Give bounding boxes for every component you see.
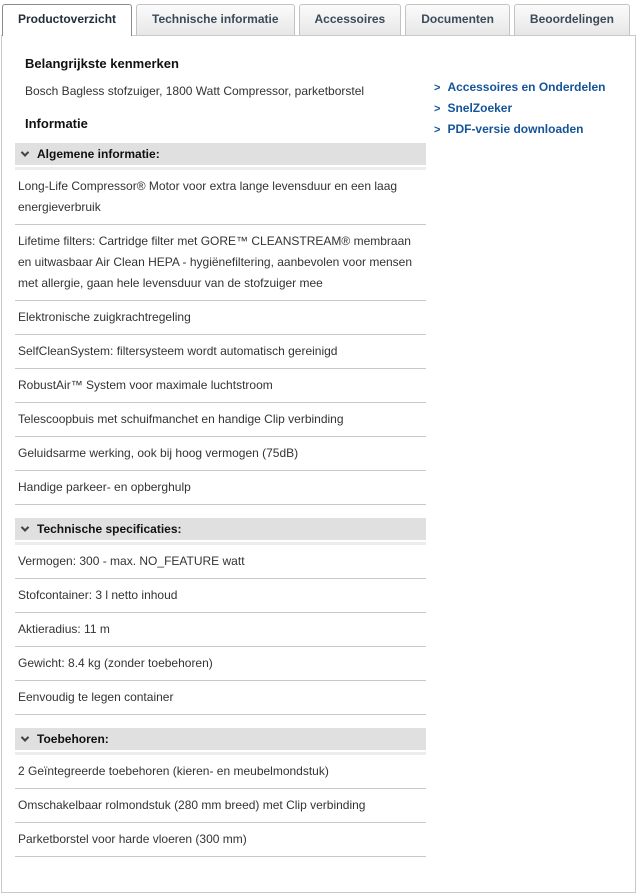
tab-documenten[interactable]: Documenten: [405, 4, 510, 35]
chevron-right-icon: >: [434, 124, 441, 136]
link-snelzoeker[interactable]: [434, 101, 606, 115]
section-algemene-informatie: [15, 143, 426, 505]
section-technische-specificaties: [15, 518, 426, 715]
tab-productoverzicht[interactable]: Productoverzicht: [2, 4, 132, 36]
list-item: Aktieradius: 11 m: [15, 613, 426, 647]
section-header-toebehoren[interactable]: [15, 728, 426, 750]
list-item: Elektronische zuigkrachtregeling: [15, 301, 426, 335]
product-description: Bosch Bagless stofzuiger, 1800 Watt Compressor, parketborstel: [25, 84, 365, 98]
tab-bar: [0, 0, 637, 35]
list-item: Long-Life Compressor® Motor voor extra lange levensduur en een laag energieverbruik: [15, 170, 426, 225]
tab-beoordelingen[interactable]: Beoordelingen: [514, 4, 630, 35]
chevron-down-icon: [21, 733, 29, 741]
spec-list: [15, 545, 426, 715]
list-item: Gewicht: 8.4 kg (zonder toebehoren): [15, 647, 426, 681]
list-item: Parketborstel voor harde vloeren (300 mm): [15, 823, 426, 857]
list-item: SelfCleanSystem: filtersysteem wordt automatisch gereinigd: [15, 335, 426, 369]
list-item: Geluidsarme werking, ook bij hoog vermogen (75dB): [15, 437, 426, 471]
feature-list: [15, 170, 426, 505]
accessory-list: [15, 755, 426, 857]
section-title: Technische specificaties:: [37, 522, 182, 536]
chevron-down-icon: [21, 148, 29, 156]
list-item: Stofcontainer: 3 l netto inhoud: [15, 579, 426, 613]
chevron-right-icon: >: [434, 82, 441, 94]
section-header-algemene-informatie[interactable]: [15, 143, 426, 165]
section-title: Algemene informatie:: [37, 147, 160, 161]
list-item: Lifetime filters: Cartridge filter met GORE™ CLEANSTREAM® membraan en uitwasbaar Air Clean HEPA - hygiënefiltering, aanbevolen voor mensen met allergie, gaan hele levensduur van de stofzuiger mee: [15, 225, 426, 301]
section-title: Toebehoren:: [37, 732, 109, 746]
link-pdf-versie-downloaden[interactable]: [434, 122, 606, 136]
list-item: Vermogen: 300 - max. NO_FEATURE watt: [15, 545, 426, 579]
link-label: PDF-versie downloaden: [447, 122, 584, 136]
features-heading: Belangrijkste kenmerken: [25, 56, 179, 71]
information-heading: Informatie: [25, 116, 88, 131]
list-item: Telescoopbuis met schuifmanchet en handige Clip verbinding: [15, 403, 426, 437]
list-item: Handige parkeer- en opberghulp: [15, 471, 426, 505]
product-overview-panel: [1, 35, 636, 893]
link-accessoires-en-onderdelen[interactable]: [434, 80, 606, 94]
link-label: SnelZoeker: [447, 101, 513, 115]
section-header-technische-specificaties[interactable]: [15, 518, 426, 540]
section-toebehoren: [15, 728, 426, 857]
list-item: Omschakelbaar rolmondstuk (280 mm breed) met Clip verbinding: [15, 789, 426, 823]
tab-technische-informatie[interactable]: Technische informatie: [136, 4, 294, 35]
list-item: Eenvoudig te legen container: [15, 681, 426, 715]
link-label: Accessoires en Onderdelen: [447, 80, 606, 94]
list-item: 2 Geïntegreerde toebehoren (kieren- en meubelmondstuk): [15, 755, 426, 789]
chevron-right-icon: >: [434, 103, 441, 115]
list-item: RobustAir™ System voor maximale luchtstroom: [15, 369, 426, 403]
chevron-down-icon: [21, 523, 29, 531]
tab-accessoires[interactable]: Accessoires: [299, 4, 402, 35]
